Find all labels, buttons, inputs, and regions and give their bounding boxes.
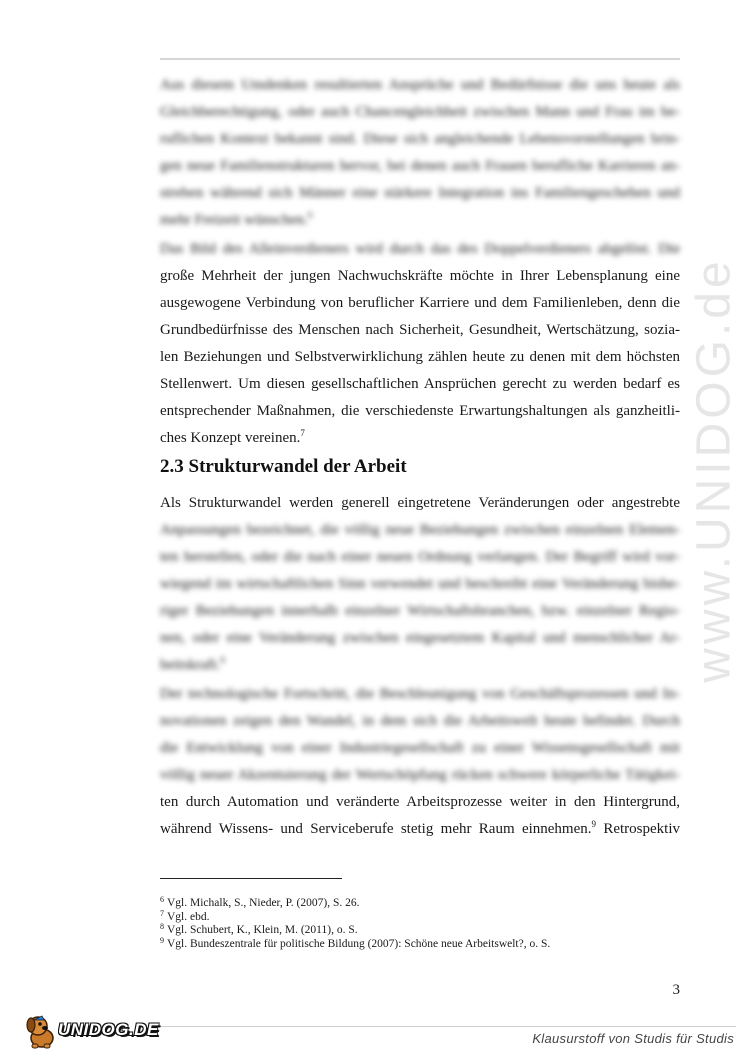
paragraph-1 <box>160 72 680 234</box>
footnote-text: Vgl. Bundeszentrale für politische Bildung (2007): Schöne neue Arbeitswelt?, o. S. <box>167 937 551 950</box>
text-line: ruflichen Kontext bekannt sind. Diese sich angleichende Lebensvorstellungen brin- <box>160 131 680 147</box>
text-line: Der technologische Fortschritt, die Beschleunigung von Geschäftsprozessen und In- <box>160 686 680 702</box>
text-line <box>160 207 680 234</box>
footnote-text: Vgl. Michalk, S., Nieder, P. (2007), S. 26. <box>167 897 360 909</box>
paragraph-4-clear <box>160 789 680 843</box>
text-segment: mehr Freizeit wünschen. <box>160 212 308 228</box>
text-line: Grundbedürfnisse des Menschen nach Sicherheit, Gesundheit, Wertschätzung, sozia- <box>160 322 680 338</box>
text-line <box>160 652 680 679</box>
text-line: die Entwicklung von einer Industriegesellschaft zu einer Wissensgesellschaft mit <box>160 740 680 756</box>
text-line: wiegend im wirtschaftlichen Sinn verwendet und beschreibt eine Veränderung bishe- <box>160 576 680 592</box>
page-number: 3 <box>672 982 680 998</box>
paragraph-3-first-line <box>160 490 680 517</box>
header-rule <box>160 58 680 60</box>
footer-rule <box>160 1026 736 1027</box>
unidog-logo[interactable] <box>22 1014 159 1050</box>
text-segment: während Wissens- und Serviceberufe stetig mehr Raum einnehmen. <box>160 821 592 837</box>
text-line: gen neue Familienstrukturen hervor, bei denen auch Frauen berufliche Karrieren an- <box>160 158 680 174</box>
footnote-text: Vgl. ebd. <box>167 910 210 923</box>
paragraph-4 <box>160 681 680 789</box>
text-line: völlig neuer Akzentuierung der Wertschöpfung rücken schwere körperliche Tätigkei- <box>160 767 680 783</box>
footnote-mark: 7 <box>300 428 305 438</box>
footer-tagline: Klausurstoff von Studis für Studis <box>532 1031 734 1046</box>
footnote-text: Vgl. Schubert, K., Klein, M. (2011), o. S. <box>167 924 358 936</box>
text-segment: Retrospektiv <box>596 821 680 837</box>
dog-mascot-icon <box>22 1014 62 1050</box>
footnote-mark: 9 <box>591 819 597 829</box>
text-line: Das Bild des Alleinverdieners wird durch das des Doppelverdieners abgelöst. Die <box>160 241 680 257</box>
footnote-rule <box>160 878 342 879</box>
text-line: ten durch Automation und veränderte Arbeitsprozesse weiter in den Hintergrund, <box>160 794 680 810</box>
paragraph-3 <box>160 517 680 679</box>
text-line: Als Strukturwandel werden generell eingetretene Veränderungen oder angestrebte <box>160 495 680 511</box>
text-line: Stellenwert. Um diesen gesellschaftlichen Ansprüchen gerecht zu werden bedarf es <box>160 376 680 392</box>
text-line: Gleichberechtigung, oder auch Chancengleichheit zwischen Mann und Frau im be- <box>160 104 680 120</box>
footnotes <box>160 893 680 950</box>
text-segment: ches Konzept vereinen. <box>160 430 301 446</box>
text-line: Anpassungen bezeichnet, die völlig neue Beziehungen zwischen einzelnen Elemen- <box>160 522 680 538</box>
text-line <box>160 816 680 843</box>
text-line: ten herstellen, oder die nach einer neuen Ordnung verlangen. Der Begriff wird vor- <box>160 549 680 565</box>
text-line: große Mehrheit der jungen Nachwuchskräfte möchte in Ihrer Lebensplanung eine <box>160 268 680 284</box>
footnote <box>160 893 680 907</box>
footnote-number: 6 <box>160 895 164 904</box>
footnote-mark: 6 <box>307 210 313 220</box>
text-segment: beitskraft. <box>160 657 221 673</box>
section-heading: 2.3 Strukturwandel der Arbeit <box>160 456 407 477</box>
text-line: len Beziehungen und Selbstverwirklichung zählen heute zu denen mit dem höchsten <box>160 349 680 365</box>
logo-text: UNIDOG.DE <box>58 1020 159 1039</box>
footnote-number: 9 <box>160 935 164 945</box>
footnote <box>160 920 680 934</box>
paragraph-2 <box>160 263 680 452</box>
footnote-number: 8 <box>160 922 164 931</box>
text-line: streben während sich Männer eine stärkere Integration ins Familiengeschehen und <box>160 185 680 201</box>
paragraph-2-blurred-line <box>160 236 680 263</box>
text-line: ausgewogene Verbindung von beruflicher Karriere und dem Familienleben, denn die <box>160 295 680 311</box>
text-line: Aus diesem Umdenken resultierten Ansprüche und Bedürfnisse die uns heute als <box>160 77 680 93</box>
footnote <box>160 934 680 948</box>
watermark-text: www.UNIDOG.de <box>687 257 741 683</box>
text-line: riger Beziehungen innerhalb einzelner Wirtschaftsbranchen, bzw. einzelner Regio- <box>160 603 680 619</box>
text-line: novationen zeigen den Wandel, in dem sich die Arbeitswelt heute befindet. Durch <box>160 713 680 729</box>
text-line <box>160 425 680 452</box>
text-line: nen, oder eine Veränderung zwischen eingesetztem Kapital und menschlicher Ar- <box>160 630 680 646</box>
text-line: entsprechender Maßnahmen, die verschiedenste Erwartungshaltungen als ganzheitli- <box>160 403 680 419</box>
footnote-mark: 8 <box>220 655 225 665</box>
footnote-number: 7 <box>160 908 164 918</box>
